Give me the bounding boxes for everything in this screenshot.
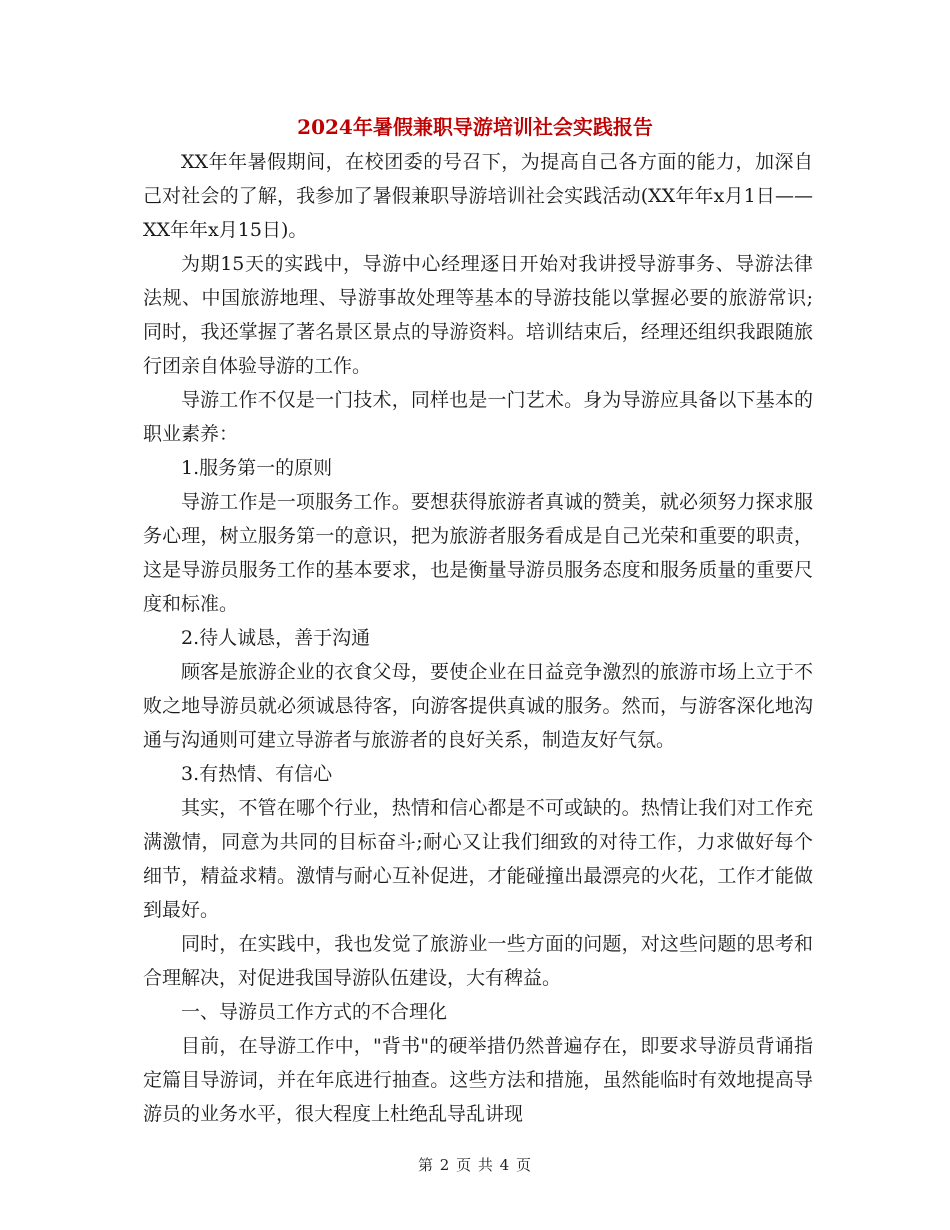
page-footer: 第 2 页 共 4 页 bbox=[418, 1156, 532, 1174]
section-heading: 3.有热情、有信心 bbox=[181, 763, 333, 785]
paragraph: 其实，不管在哪个行业，热情和信心都是不可或缺的。热情让我们对工作充满激情，同意为共同的目标奋斗;耐心又让我们细致的对待工作，力求做好每个细节，精益求精。激情与耐心互补促进，才能碰撞出最漂亮的火花，工作才能做到最好。 bbox=[143, 797, 813, 921]
document-title: 2024年暑假兼职导游培训社会实践报告 bbox=[297, 115, 653, 139]
paragraph: 导游工作不仅是一门技术，同样也是一门艺术。身为导游应具备以下基本的职业素养： bbox=[143, 389, 813, 445]
section-heading: 1.服务第一的原则 bbox=[181, 457, 333, 479]
paragraph: XX年年暑假期间，在校团委的号召下，为提高自己各方面的能力，加深自己对社会的了解，我参加了暑假兼职导游培训社会实践活动(XX年年x月1日——XX年年x月15日)。 bbox=[143, 151, 813, 241]
section-heading: 一、导游员工作方式的不合理化 bbox=[181, 1001, 448, 1023]
paragraph: 导游工作是一项服务工作。要想获得旅游者真诚的赞美，就必须努力探求服务心理，树立服务第一的意识，把为旅游者服务看成是自己光荣和重要的职责，这是导游员服务工作的基本要求，也是衡量导游员服务态度和服务质量的重要尺度和标准。 bbox=[143, 491, 813, 615]
section-heading: 2.待人诚恳，善于沟通 bbox=[181, 627, 371, 649]
paragraph: 为期15天的实践中，导游中心经理逐日开始对我讲授导游事务、导游法律法规、中国旅游地理、导游事故处理等基本的导游技能以掌握必要的旅游常识;同时，我还掌握了著名景区景点的导游资料。培训结束后，经理还组织我跟随旅行团亲自体验导游的工作。 bbox=[143, 253, 813, 377]
paragraph: 目前，在导游工作中，"背书"的硬举措仍然普遍存在，即要求导游员背诵指定篇目导游词，并在年底进行抽查。这些方法和措施，虽然能临时有效地提高导游员的业务水平，很大程度上杜绝乱导乱讲现 bbox=[143, 1035, 813, 1125]
paragraph: 顾客是旅游企业的衣食父母，要使企业在日益竞争激烈的旅游市场上立于不败之地导游员就必须诚恳待客，向游客提供真诚的服务。然而，与游客深化地沟通与沟通则可建立导游者与旅游者的良好关系，制造友好气氛。 bbox=[143, 661, 813, 751]
document-body bbox=[143, 145, 813, 1131]
paragraph: 同时，在实践中，我也发觉了旅游业一些方面的问题，对这些问题的思考和合理解决，对促进我国导游队伍建设，大有稗益。 bbox=[143, 933, 813, 989]
